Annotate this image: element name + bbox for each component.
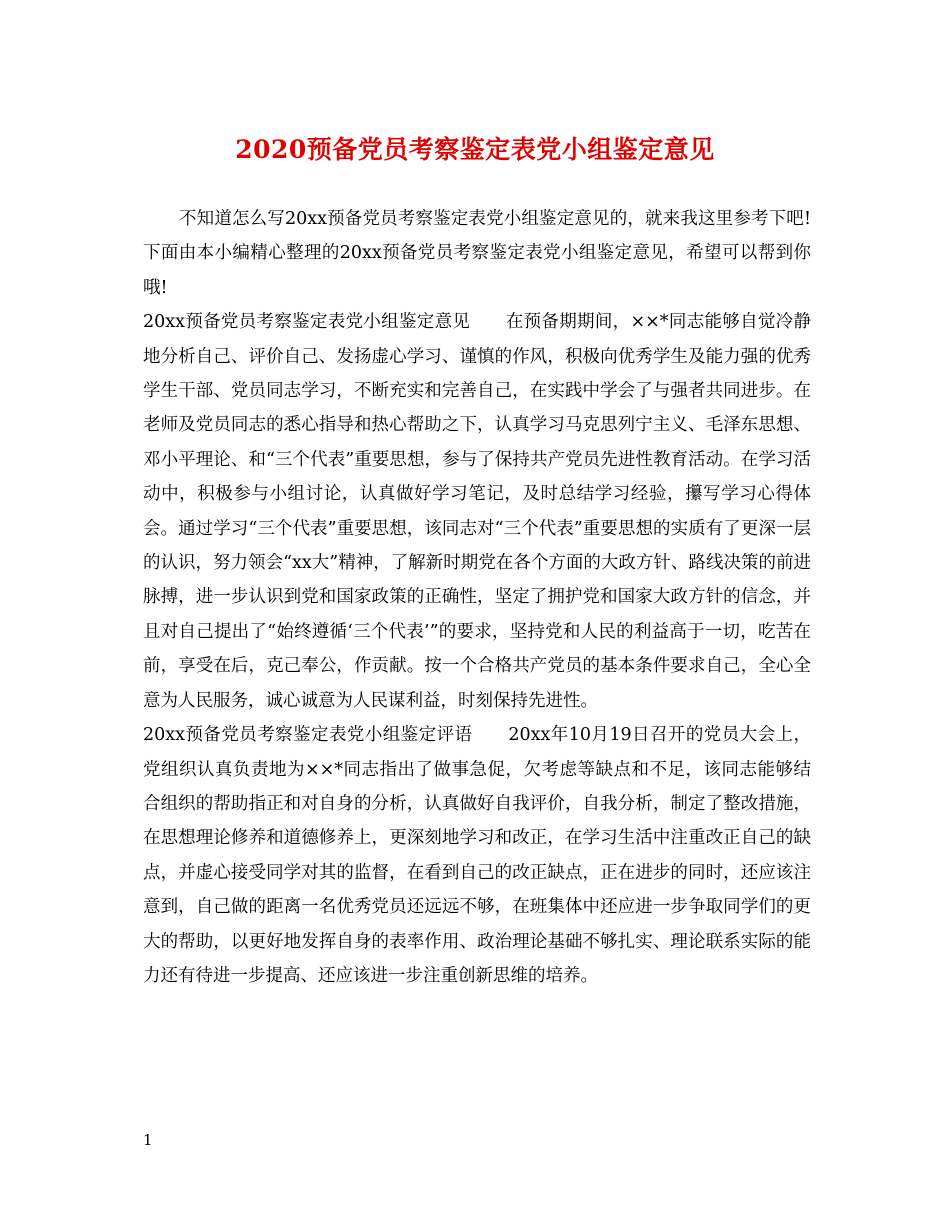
page-number: 1 (143, 1131, 153, 1149)
document-title: 2020预备党员考察鉴定表党小组鉴定意见 (235, 135, 715, 164)
section-paragraph-comment: 20xx预备党员考察鉴定表党小组鉴定评语 20xx年10月19日召开的党员大会上，党组织认真负责地为××*同志指出了做事急促，欠考虑等缺点和不足，该同志能够结合组织的帮助指正和对自身的分析，认真做好自我评价，自我分析，制定了整改措施，在思想理论修养和道德修养上，更深刻地学习和改正，在学习生活中注重改正自己的缺点，并虚心接受同学对其的监督，在看到自己的改正缺点，正在进步的同时，还应该注意到，自己做的距离一名优秀党员还远远不够，在班集体中还应进一步争取同学们的更大的帮助，以更好地发挥自身的表率作用、政治理论基础不够扎实、理论联系实际的能力还有待进一步提高、还应该进一步注重创新思维的培养。 (143, 725, 811, 986)
section-paragraph-opinion: 20xx预备党员考察鉴定表党小组鉴定意见 在预备期期间，××*同志能够自觉冷静地分析自己、评价自己、发扬虚心学习、谨慎的作风，积极向优秀学生及能力强的优秀学生干部、党员同志学习，不断充实和完善自己，在实践中学会了与强者共同进步。在老师及党员同志的悉心指导和热心帮助之下，认真学习马克思列宁主义、毛泽东思想、邓小平理论、和“三个代表”重要思想，参与了保持共产党员先进性教育活动。在学习活动中，积极参与小组讨论，认真做好学习笔记，及时总结学习经验，攥写学习心得体会。通过学习“三个代表”重要思想，该同志对“三个代表”重要思想的实质有了更深一层的认识，努力领会“xx大”精神，了解新时期党在各个方面的大政方针、路线决策的前进脉搏，进一步认识到党和国家政策的正确性，坚定了拥护党和国家大政方针的信念，并且对自己提出了“始终遵循‘三个代表’”的要求，坚持党和人民的利益高于一切，吃苦在前，享受在后，克己奉公，作贡献。按一个合格共产党员的基本条件要求自己，全心全意为人民服务，诚心诚意为人民谋利益，时刻保持先进性。 (143, 312, 811, 711)
document-body (143, 202, 811, 993)
intro-paragraph: 不知道怎么写20xx预备党员考察鉴定表党小组鉴定意见的，就来我这里参考下吧!下面由本小编精心整理的20xx预备党员考察鉴定表党小组鉴定意见，希望可以帮到你哦! (143, 209, 811, 298)
